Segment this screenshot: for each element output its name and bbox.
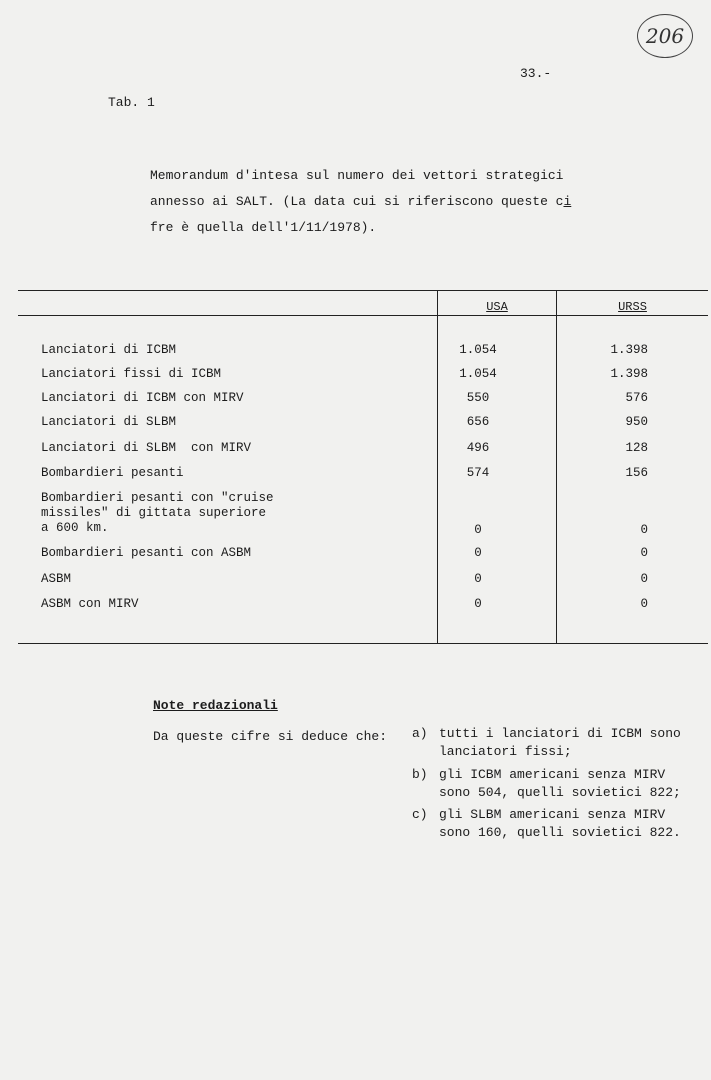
row-label: Bombardieri pesanti con ASBM: [41, 546, 252, 560]
usa-value: 0: [474, 523, 482, 537]
note-item: [412, 725, 709, 761]
usa-value: 550: [466, 391, 490, 405]
urss-value: 128: [625, 441, 648, 455]
memo-line-underlined: i: [563, 194, 572, 209]
usa-value: 0: [474, 572, 482, 586]
memo-caption: [150, 163, 620, 241]
row-label: [41, 491, 341, 536]
note-item: [412, 766, 709, 802]
usa-value: 0: [474, 546, 482, 560]
urss-value: 950: [625, 415, 648, 429]
note-marker: b): [412, 767, 428, 782]
note-text: [439, 725, 709, 761]
urss-value: 0: [640, 572, 648, 586]
note-text: [439, 766, 709, 802]
note-marker: c): [412, 807, 428, 822]
urss-value: 576: [625, 391, 648, 405]
note-text: [439, 806, 709, 842]
row-label-line: missiles" di gittata superiore: [41, 506, 267, 520]
note-line: gli ICBM americani senza MIRV: [439, 767, 666, 782]
usa-value: 1.054: [459, 343, 497, 357]
urss-value: 156: [625, 466, 648, 480]
usa-value: 656: [466, 415, 490, 429]
usa-value: 0: [474, 597, 482, 611]
note-line: tutti i lanciatori di ICBM sono: [439, 726, 681, 741]
column-header-usa: USA: [486, 300, 508, 314]
page-number: 33.-: [520, 66, 552, 81]
urss-value: 0: [640, 597, 648, 611]
memo-line: fre è quella dell'1/11/1978).: [150, 220, 377, 235]
column-header-urss: URSS: [618, 300, 647, 314]
memo-line: Memorandum d'intesa sul numero dei vettori strategici: [150, 168, 564, 183]
notes-title: Note redazionali: [153, 698, 278, 713]
row-label: Lanciatori di SLBM: [41, 415, 177, 429]
note-line: sono 504, quelli sovietici 822;: [439, 785, 681, 800]
row-label: Bombardieri pesanti: [41, 466, 184, 480]
note-line: sono 160, quelli sovietici 822.: [439, 825, 681, 840]
row-label: Lanciatori di ICBM con MIRV: [41, 391, 244, 405]
usa-value: 574: [466, 466, 490, 480]
row-label: ASBM: [41, 572, 72, 586]
table-bottom-rule: [18, 643, 708, 644]
row-label: Lanciatori fissi di ICBM: [41, 367, 222, 381]
urss-value: 0: [640, 546, 648, 560]
note-line: gli SLBM americani senza MIRV: [439, 807, 666, 822]
note-item: [412, 806, 709, 842]
row-label: Lanciatori di ICBM: [41, 343, 177, 357]
urss-value: 1.398: [610, 343, 648, 357]
usa-value: 496: [466, 441, 490, 455]
urss-value: 0: [640, 523, 648, 537]
urss-value: 1.398: [610, 367, 648, 381]
table-top-rule: [18, 290, 708, 291]
table-header-rule: [18, 315, 708, 316]
row-label-line: Bombardieri pesanti con "cruise: [41, 491, 274, 505]
row-label: ASBM con MIRV: [41, 597, 139, 611]
usa-value: 1.054: [459, 367, 497, 381]
table-label: Tab. 1: [108, 95, 155, 110]
note-line: lanciatori fissi;: [439, 744, 572, 759]
memo-line: [150, 189, 620, 215]
page-stamp: 206: [637, 14, 693, 58]
notes-intro: Da queste cifre si deduce che:: [153, 729, 388, 744]
vectors-table: [18, 286, 708, 646]
row-label: Lanciatori di SLBM con MIRV: [41, 441, 252, 455]
note-marker: a): [412, 726, 428, 741]
row-label-line: a 600 km.: [41, 521, 109, 535]
memo-line-text: annesso ai SALT. (La data cui si riferiscono queste c: [150, 194, 564, 209]
